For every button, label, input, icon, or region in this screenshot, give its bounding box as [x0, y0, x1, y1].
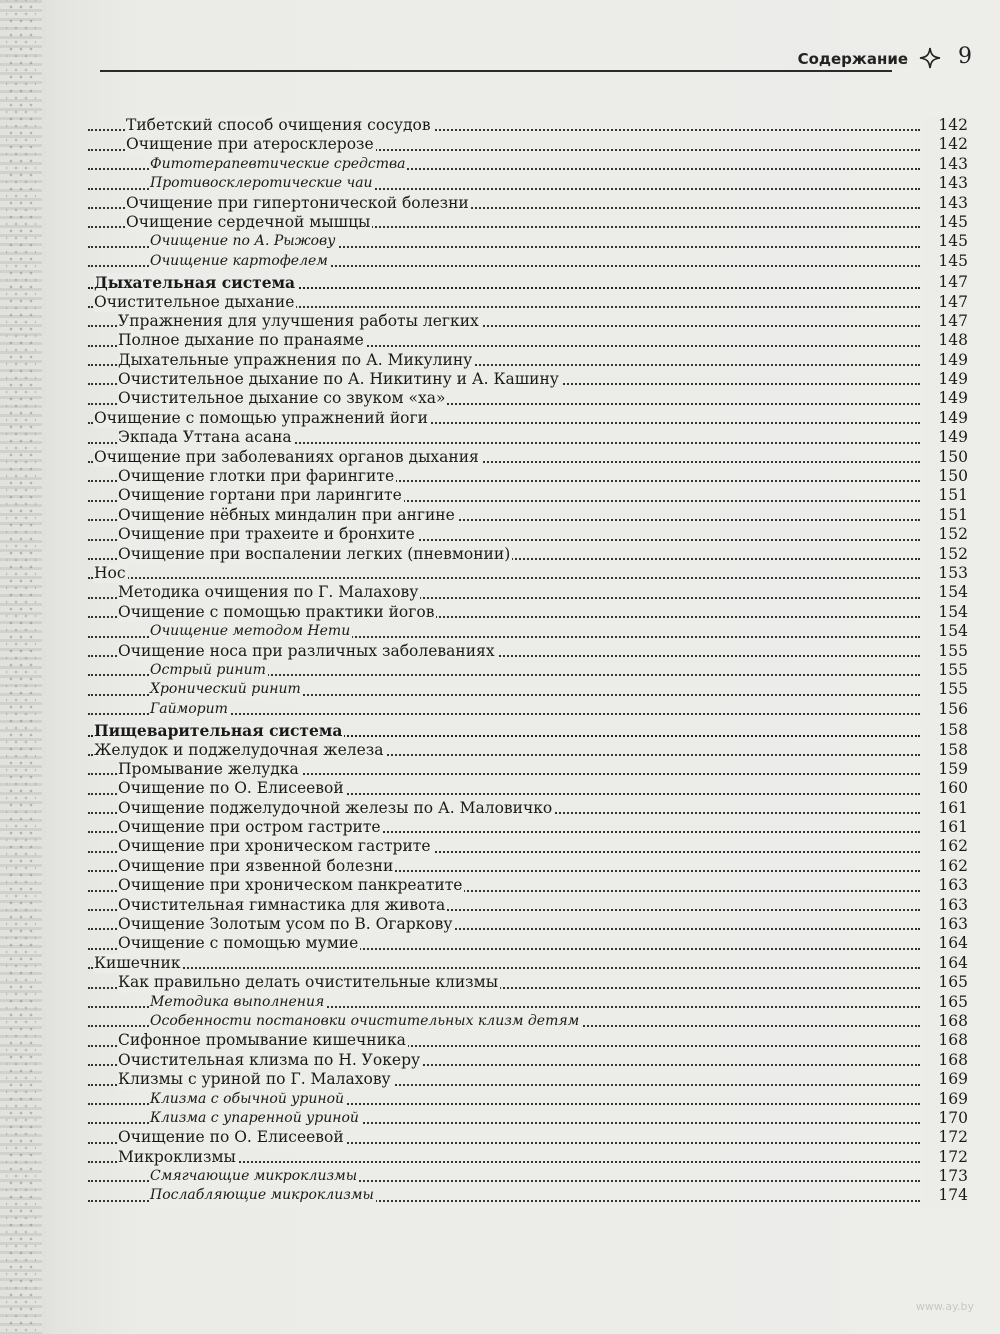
header-title: Содержание	[790, 50, 908, 68]
toc-entry-title: Очищение сердечной мышцы	[126, 212, 371, 231]
toc-entry-title: Острый ринит	[150, 661, 268, 680]
toc-entry-page: 149	[922, 389, 968, 408]
toc-entry-page: 160	[922, 779, 968, 798]
toc-entry-page: 164	[922, 954, 968, 973]
toc-entry-title: Очищение при остром гастрите	[118, 818, 381, 837]
toc-entry-title: Смягчающие микроклизмы	[150, 1167, 359, 1186]
toc-entry-title: Экпада Уттана асана	[118, 428, 292, 447]
toc-entry-title: Очищение носа при различных заболеваниях	[118, 641, 495, 660]
toc-entry	[88, 312, 968, 331]
toc-entry	[88, 1012, 968, 1031]
toc-entry	[88, 116, 968, 135]
toc-entry-page: 150	[922, 448, 968, 467]
toc-entry	[88, 232, 968, 251]
toc-entry-title: Тибетский способ очищения сосудов	[126, 116, 431, 134]
toc-entry	[88, 603, 968, 622]
toc-entry	[88, 135, 968, 154]
toc-entry-page: 151	[922, 506, 968, 525]
toc-entry-page: 145	[922, 232, 968, 251]
toc-entry	[88, 837, 968, 856]
toc-entry-title: Нос	[94, 563, 126, 582]
toc-entry-page: 149	[922, 370, 968, 389]
toc-entry-page: 170	[922, 1109, 968, 1128]
toc-entry	[88, 896, 968, 915]
toc-entry-title: Очищение при хроническом гастрите	[118, 837, 431, 856]
toc-entry-page: 148	[922, 331, 968, 350]
toc-entry-title: Упражнения для улучшения работы легких	[118, 311, 479, 330]
toc-entry-page: 150	[922, 467, 968, 486]
toc-entry-page: 154	[922, 583, 968, 602]
toc-section-heading	[88, 721, 968, 740]
toc-entry-page: 152	[922, 525, 968, 544]
watermark: www.ay.by	[915, 1300, 974, 1313]
toc-entry	[88, 1109, 968, 1128]
page-number: 9	[958, 44, 972, 69]
toc-entry	[88, 293, 968, 312]
toc-entry-page: 162	[922, 857, 968, 876]
toc-entry-title: Как правильно делать очистительные клизмы	[118, 973, 499, 992]
toc-entry	[88, 680, 968, 699]
toc-entry-title: Сифонное промывание кишечника	[118, 1031, 406, 1050]
toc-entry	[88, 525, 968, 544]
toc-entry-title: Полное дыхание по пранаяме	[118, 331, 364, 350]
toc-section-heading	[88, 273, 968, 292]
toc-entry	[88, 915, 968, 934]
toc-entry-page: 158	[922, 741, 968, 760]
toc-entry-title: Клизма с обычной уриной	[150, 1090, 346, 1109]
toc-entry	[88, 545, 968, 564]
toc-entry-title: Методика очищения по Г. Малахову	[118, 583, 419, 602]
toc-entry-page: 161	[922, 799, 968, 818]
toc-entry	[88, 857, 968, 876]
toc-entry-title: Клизма с упаренной уриной	[150, 1109, 361, 1128]
toc-entry-page: 163	[922, 915, 968, 934]
toc-entry-title: Очищение при хроническом панкреатите	[118, 876, 463, 895]
toc-entry-title: Очищение при атеросклерозе	[126, 135, 374, 154]
toc-entry	[88, 642, 968, 661]
toc-entry-page: 147	[922, 293, 968, 312]
toc-entry	[88, 428, 968, 447]
sparkle-ornament-icon	[918, 46, 942, 70]
toc-entry-page: 143	[922, 174, 968, 193]
toc-entry	[88, 993, 968, 1012]
toc-entry	[88, 973, 968, 992]
toc-entry-page: 169	[922, 1070, 968, 1089]
toc-entry-page: 172	[922, 1148, 968, 1167]
toc-entry-title: Противосклеротические чаи	[150, 174, 375, 193]
toc-entry	[88, 506, 968, 525]
toc-entry-page: 147	[922, 273, 968, 292]
header-rule	[100, 70, 892, 72]
toc-entry	[88, 1186, 968, 1205]
toc-entry-title: Гайморит	[150, 700, 230, 719]
toc-entry	[88, 351, 968, 370]
toc-entry	[88, 700, 968, 719]
toc-entry-page: 156	[922, 700, 968, 719]
toc-entry	[88, 486, 968, 505]
toc-entry	[88, 661, 968, 680]
toc-entry-title: Пищеварительная система	[94, 721, 343, 741]
toc-entry-page: 143	[922, 155, 968, 174]
toc-entry-page: 142	[922, 135, 968, 154]
toc-entry	[88, 1070, 968, 1089]
toc-entry-title: Очистительное дыхание по А. Никитину и А. Кашину	[118, 370, 559, 389]
toc-entry-page: 164	[922, 934, 968, 953]
toc-entry	[88, 194, 968, 213]
toc-entry-title: Желудок и поджелудочная железа	[94, 740, 384, 759]
toc-entry-title: Фитотерапевтические средства	[150, 155, 407, 174]
toc-entry-title: Очищение поджелудочной железы по А. Маловичко	[118, 798, 553, 817]
toc-entry-page: 155	[922, 642, 968, 661]
toc-entry	[88, 1128, 968, 1147]
toc-entry-page: 165	[922, 993, 968, 1012]
toc-entry-title: Очистительное дыхание со звуком «ха»	[118, 389, 446, 408]
toc-entry-title: Хронический ринит	[150, 680, 303, 699]
toc-entry	[88, 467, 968, 486]
toc-entry-page: 142	[922, 116, 968, 135]
toc-entry	[88, 818, 968, 837]
toc-entry-title: Очищение с помощью практики йогов	[118, 602, 435, 621]
toc-entry-page: 163	[922, 876, 968, 895]
toc-entry-title: Очищение картофелем	[150, 252, 330, 271]
toc-entry-title: Очищение при воспалении легких (пневмонии)	[118, 544, 511, 563]
toc-entry-title: Очищение при язвенной болезни	[118, 856, 394, 875]
toc-entry	[88, 448, 968, 467]
table-of-contents	[88, 116, 968, 1206]
toc-entry-title: Очищение глотки при фарингите	[118, 467, 395, 486]
toc-entry-page: 173	[922, 1167, 968, 1186]
toc-entry	[88, 799, 968, 818]
toc-entry-title: Очищение по О. Елисеевой	[118, 1128, 344, 1147]
toc-entry-title: Кишечник	[94, 953, 181, 972]
toc-entry-title: Очищение при заболеваниях органов дыхания	[94, 447, 479, 466]
toc-entry-page: 161	[922, 818, 968, 837]
toc-entry-title: Микроклизмы	[118, 1147, 236, 1166]
toc-entry-page: 155	[922, 680, 968, 699]
toc-entry-page: 174	[922, 1186, 968, 1205]
toc-entry-title: Очищение при трахеите и бронхите	[118, 525, 415, 544]
toc-entry-page: 162	[922, 837, 968, 856]
toc-entry-page: 152	[922, 545, 968, 564]
toc-entry-title: Дыхательная система	[94, 273, 296, 293]
toc-entry-title: Послабляющие микроклизмы	[150, 1186, 376, 1205]
toc-entry	[88, 370, 968, 389]
toc-entry	[88, 876, 968, 895]
toc-entry	[88, 741, 968, 760]
toc-entry	[88, 1051, 968, 1070]
toc-entry-title: Очистительная клизма по Н. Уокеру	[118, 1050, 421, 1069]
page-edge-texture	[6, 0, 36, 1334]
toc-entry	[88, 155, 968, 174]
toc-entry	[88, 1148, 968, 1167]
toc-entry-page: 154	[922, 622, 968, 641]
toc-entry-page: 159	[922, 760, 968, 779]
toc-entry	[88, 213, 968, 232]
toc-entry	[88, 954, 968, 973]
toc-entry	[88, 622, 968, 641]
toc-entry	[88, 1031, 968, 1050]
toc-entry-page: 151	[922, 486, 968, 505]
toc-entry-page: 145	[922, 252, 968, 271]
toc-entry-title: Клизмы с уриной по Г. Малахову	[118, 1070, 391, 1089]
toc-entry-title: Очищение нёбных миндалин при ангине	[118, 505, 455, 524]
toc-entry-page: 149	[922, 428, 968, 447]
toc-entry	[88, 1090, 968, 1109]
toc-entry	[88, 331, 968, 350]
toc-entry-page: 145	[922, 213, 968, 232]
toc-entry	[88, 1167, 968, 1186]
toc-entry-page: 168	[922, 1031, 968, 1050]
toc-entry-page: 172	[922, 1128, 968, 1147]
toc-entry-page: 155	[922, 661, 968, 680]
toc-entry-page: 169	[922, 1090, 968, 1109]
toc-entry-title: Дыхательные упражнения по А. Микулину	[118, 350, 473, 369]
running-header	[100, 46, 980, 74]
toc-entry-page: 168	[922, 1012, 968, 1031]
toc-entry-title: Очищение Золотым усом по В. Огаркову	[118, 915, 453, 934]
toc-entry-title: Особенности постановки очистительных клизм детям	[150, 1012, 581, 1031]
toc-entry-title: Очищение гортани при ларингите	[118, 486, 402, 505]
toc-entry-page: 143	[922, 194, 968, 213]
dot-leader	[88, 967, 920, 969]
toc-entry	[88, 389, 968, 408]
toc-entry-page: 154	[922, 603, 968, 622]
toc-entry-page: 163	[922, 896, 968, 915]
toc-entry-page: 149	[922, 409, 968, 428]
toc-entry	[88, 583, 968, 602]
toc-entry-page: 149	[922, 351, 968, 370]
toc-entry-title: Очищение при гипертонической болезни	[126, 193, 469, 212]
toc-entry-page: 158	[922, 721, 968, 740]
toc-entry-title: Очистительное дыхание	[94, 292, 295, 311]
toc-entry-title: Очищение с помощью мумие	[118, 934, 359, 953]
toc-entry	[88, 174, 968, 193]
toc-entry	[88, 564, 968, 583]
toc-entry	[88, 252, 968, 271]
toc-entry	[88, 934, 968, 953]
toc-entry-title: Очищение по О. Елисеевой	[118, 779, 344, 798]
toc-entry-title: Очищение методом Нети	[150, 622, 352, 641]
toc-entry	[88, 409, 968, 428]
toc-entry-title: Очищение по А. Рыжову	[150, 232, 337, 251]
toc-entry-page: 153	[922, 564, 968, 583]
toc-entry-title: Очищение с помощью упражнений йоги	[94, 408, 428, 427]
toc-entry	[88, 779, 968, 798]
toc-entry-title: Очистительная гимнастика для живота	[118, 895, 446, 914]
dot-leader	[88, 577, 920, 579]
toc-entry-page: 147	[922, 312, 968, 331]
toc-entry-page: 165	[922, 973, 968, 992]
toc-entry	[88, 760, 968, 779]
toc-entry-title: Промывание желудка	[118, 759, 299, 778]
toc-entry-page: 168	[922, 1051, 968, 1070]
toc-entry-title: Методика выполнения	[150, 993, 326, 1012]
